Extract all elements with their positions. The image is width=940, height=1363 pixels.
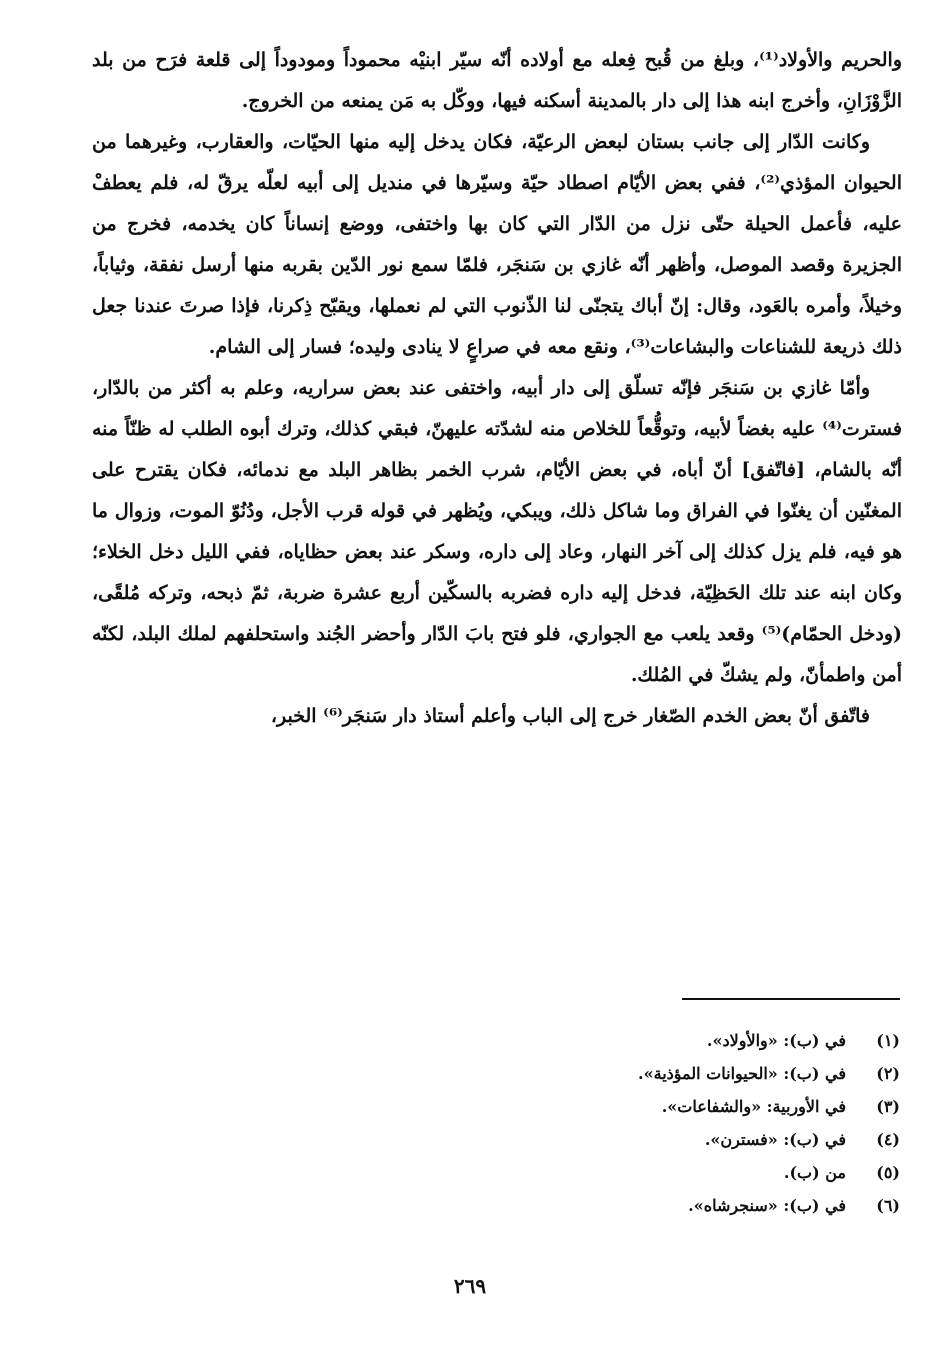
paragraph: والحريم والأولاد⁽¹⁾، وبلغ من قُبح فِعله مع أولاده أنّه سيّر ابنيْه محموداً ومودوداً إلى قلعة فرَح من بلد الزَّوْزَانِ، وأخرج ابنه هذا إلى دار بالمدينة أسكنه فيها، ووكّل به مَن يمنعه من الخروج. bbox=[92, 49, 902, 112]
footnote-item bbox=[400, 1156, 900, 1189]
footnote-text: من (ب). bbox=[783, 1163, 846, 1182]
main-text bbox=[92, 40, 902, 737]
footnote-text: في (ب): «فسترن». bbox=[704, 1130, 846, 1149]
footnote-number: (٥) bbox=[876, 1163, 900, 1182]
footnote-item bbox=[400, 1189, 900, 1222]
footnote-item bbox=[400, 1090, 900, 1123]
footnote-number: (٢) bbox=[876, 1064, 900, 1083]
footnote-number: (١) bbox=[876, 1031, 900, 1050]
footnote-divider bbox=[682, 998, 900, 1000]
footnote-item bbox=[400, 1123, 900, 1156]
footnote-text: في (ب): «الحيوانات المؤذية». bbox=[638, 1064, 846, 1083]
footnote-number: (٣) bbox=[876, 1097, 900, 1116]
footnote-text: في الأوربية: «والشفاعات». bbox=[661, 1097, 846, 1116]
footnote-number: (٦) bbox=[876, 1196, 900, 1215]
footnote-number: (٤) bbox=[876, 1130, 900, 1149]
paragraph: وكانت الدّار إلى جانب بستان لبعض الرعيّة، فكان يدخل إليه منها الحيّات، والعقارب، وغيرهما من الحيوان المؤذي⁽²⁾، ففي بعض الأيّام اصطاد حيّة وسيّرها في منديل إلى أبيه لعلّه يرقّ له، فلم يعطفْ عليه، فأعمل الحيلة حتّى نزل من الدّار التي كان بها واختفى، ووضع إنساناً كان يخدمه، فخرج من الجزيرة وقصد الموصل، وأظهر أنّه غازي بن سَنجَر، فلمّا سمع نور الدّين بقربه منها أرسل نفقة، وثياباً، وخيلاً، وأمره بالعَود، وقال: إنّ أباك يتجنّى لنا الذّنوب التي لم نعملها، ويقبّح ذِكرنا، فإذا صرتَ عندنا جعل ذلك ذريعة للشناعات والبشاعات⁽³⁾، ونقع معه في صراعٍ لا ينادى وليده؛ فسار إلى الشام. bbox=[92, 131, 902, 358]
footnote-text: في (ب): «سنجرشاه». bbox=[688, 1196, 846, 1215]
footnote-item bbox=[400, 1024, 900, 1057]
footnote-item bbox=[400, 1057, 900, 1090]
footnote-text: في (ب): «والأولاد». bbox=[706, 1031, 846, 1050]
footnotes-list bbox=[400, 1024, 900, 1222]
paragraph: وأمّا غازي بن سَنجَر فإنّه تسلّق إلى دار أبيه، واختفى عند بعض سراريه، وعلم به أكثر من بالدّار، فسترت⁽⁴⁾ عليه بغضاً لأبيه، وتوقُّعاً للخلاص منه لشدّته عليهنّ، فبقي كذلك، وترك أبوه الطلب له ظنّاً منه أنّه بالشام، [فاتّفق] أنّ أباه، في بعض الأيّام، شرب الخمر بظاهر البلد مع ندمائه، فكان يقترح على المغنّين أن يغنّوا في الفراق وما شاكل ذلك، ويبكي، ويُظهر في قوله قرب الأجل، ودُنُوّ الموت، وزوال ما هو فيه، فلم يزل كذلك إلى آخر النهار، وعاد إلى داره، وسكر عند بعض حظاياه، ففي الليل دخل الخلاء؛ وكان ابنه عند تلك الحَظِيّة، فدخل إليه داره فضربه بالسكّين أربع عشرة ضربة، ثمّ ذبحه، وتركه مُلقًى، (ودخل الحمّام)⁽⁵⁾ وقعد يلعب مع الجواري، فلو فتح بابَ الدّار وأحضر الجُند واستحلفهم لملك البلد، لكنّه أمن واطمأنّ، ولم يشكّ في المُلك. bbox=[92, 377, 902, 686]
page-number: ٢٦٩ bbox=[453, 1274, 487, 1298]
paragraph: فاتّفق أنّ بعض الخدم الصّغار خرج إلى الباب وأعلم أستاذ دار سَنجَر⁽⁶⁾ الخبر، bbox=[270, 705, 870, 727]
